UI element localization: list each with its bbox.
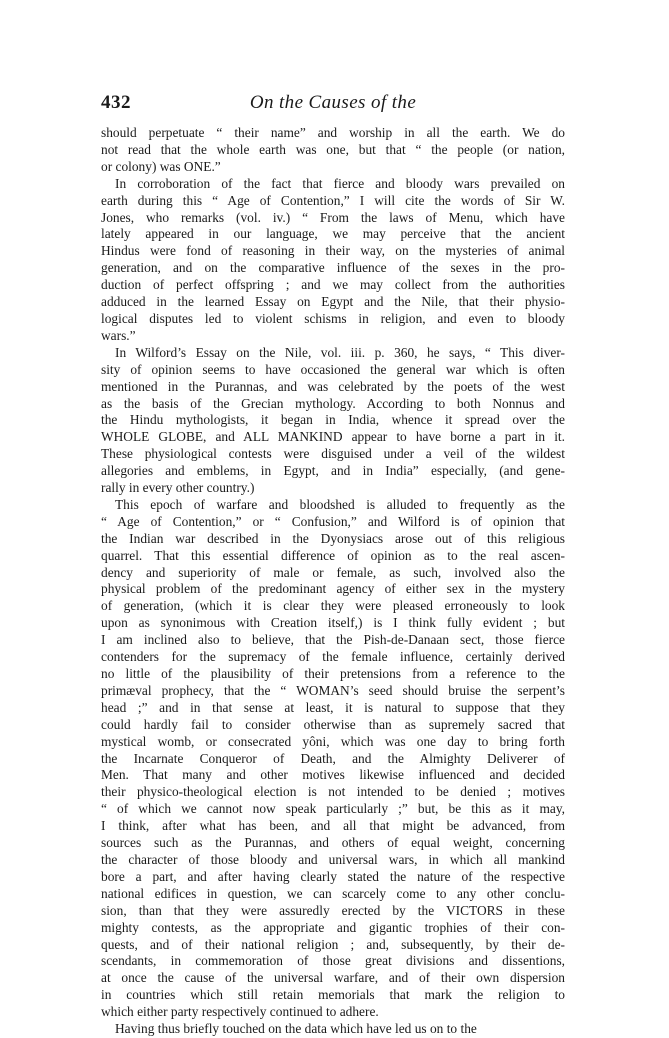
paragraph xyxy=(101,125,565,176)
text-line: primæval prophecy, that the “ WOMAN’s seed should bruise the serpent’s xyxy=(101,682,565,698)
text-line: allegories and emblems, in Egypt, and in India” especially, (and gene- xyxy=(101,463,565,479)
text-line: as the basis of the Grecian mythology. According to both Nonnus and xyxy=(101,395,565,411)
text-line: could hardly fail to consider otherwise than as supremely sacred that xyxy=(101,716,565,732)
text-line: In corroboration of the fact that fierce and bloody wars prevailed on xyxy=(115,175,565,191)
text-line: contenders for the supremacy of the female influence, certainly derived xyxy=(101,649,565,665)
text-line: the Incarnate Conqueror of Death, and the Almighty Deliverer of xyxy=(101,750,565,766)
text-line: I am inclined also to believe, that the Pish-de-Danaan sect, those fierce xyxy=(101,632,565,648)
text-line: mystical womb, or consecrated yôni, which was one day to bring forth xyxy=(101,733,565,749)
text-line: at once the cause of the universal warfare, and of their own dispersion xyxy=(101,970,565,986)
text-line: upon as synonimous with Creation itself,) is I think fully evident ; but xyxy=(101,615,565,631)
text-line: bore a part, and after having clearly stated the nature of the respective xyxy=(101,868,565,884)
text-line: generation, and on the comparative influence of the sexes in the pro- xyxy=(101,260,565,276)
running-title: On the Causes of the xyxy=(249,92,417,113)
text-line: adduced in the learned Essay on Egypt and the Nile, that their physio- xyxy=(101,294,565,310)
text-line: logical disputes led to violent schisms in religion, and even to bloody xyxy=(101,310,565,326)
page-header xyxy=(101,92,565,116)
text-line: lately appeared in our language, we may perceive that the ancient xyxy=(101,226,565,242)
text-line: sources such as the Purannas, and others of equal weight, concerning xyxy=(101,835,565,851)
text-line: Having thus briefly touched on the data which have led us on to the xyxy=(115,1021,477,1037)
paragraph xyxy=(101,497,565,1021)
text-line: national edifices in question, we can scarcely come to any other conclu- xyxy=(101,885,565,901)
text-line: WHOLE GLOBE, and ALL MANKIND appear to have borne a part in it. xyxy=(101,429,565,445)
text-line: “ Age of Contention,” or “ Confusion,” and Wilford is of opinion that xyxy=(101,513,565,529)
text-line: sion, than that they were assuredly erected by the VICTORS in these xyxy=(101,902,565,918)
text-line: quests, and of their national religion ; and, subsequently, by their de- xyxy=(101,936,565,952)
text-line: rally in every other country.) xyxy=(101,480,255,496)
text-line: which either party respectively continued to adhere. xyxy=(101,1004,379,1020)
paragraph xyxy=(101,345,565,497)
text-line: sity of opinion seems to have occasioned the general war which is often xyxy=(101,361,565,377)
text-line: In Wilford’s Essay on the Nile, vol. iii. p. 360, he says, “ This diver- xyxy=(115,344,565,360)
page-body xyxy=(101,125,565,1038)
text-line: their physico-theological election is not intended to be denied ; motives xyxy=(101,784,565,800)
text-line: or colony) was ONE.” xyxy=(101,158,221,174)
text-line: dency and superiority of male or female, as such, involved also the xyxy=(101,564,565,580)
text-line: Jones, who remarks (vol. iv.) “ From the laws of Menu, which have xyxy=(101,209,565,225)
page-number: 432 xyxy=(101,92,131,113)
text-line: the character of those bloody and universal wars, in which all mankind xyxy=(101,851,565,867)
text-line: Men. That many and other motives likewise influenced and decided xyxy=(101,767,565,783)
text-line: wars.” xyxy=(101,327,136,343)
text-line: quarrel. That this essential difference of opinion as to the real ascen- xyxy=(101,547,565,563)
text-line: head ;” and in that sense at least, it is natural to suppose that they xyxy=(101,699,565,715)
text-line: of generation, (which it is clear they were pleased erroneously to look xyxy=(101,598,565,614)
text-line: “ of which we cannot now speak particularly ;” but, be this as it may, xyxy=(101,801,565,817)
text-line: scendants, in commemoration of those great divisions and dissentions, xyxy=(101,953,565,969)
text-line: mighty contests, as the appropriate and gigantic trophies of their con- xyxy=(101,919,565,935)
text-line: the Indian war described in the Dyonysiacs arose out of this religious xyxy=(101,530,565,546)
text-line: in countries which still retain memorials that mark the religion to xyxy=(101,987,565,1003)
text-line: I think, after what has been, and all that might be advanced, from xyxy=(101,818,565,834)
paragraph xyxy=(101,176,565,345)
text-line: This epoch of warfare and bloodshed is alluded to frequently as the xyxy=(115,496,565,512)
text-line: Hindus were fond of reasoning in their way, on the mysteries of animal xyxy=(101,243,565,259)
text-line: physical problem of the predominant agency of either sex in the mystery xyxy=(101,581,565,597)
text-line: no little of the plausibility of their pretensions from a reference to the xyxy=(101,666,565,681)
paragraph xyxy=(101,1021,565,1038)
text-line: These physiological contests were disguised under a veil of the wildest xyxy=(101,446,565,462)
text-line: duction of perfect offspring ; and we may collect from the authorities xyxy=(101,277,565,293)
text-line: should perpetuate “ their name” and worship in all the earth. We do xyxy=(101,125,565,140)
text-line: not read that the whole earth was one, but that “ the people (or nation, xyxy=(101,141,565,157)
text-line: mentioned in the Purannas, and was celebrated by the poets of the west xyxy=(101,378,565,394)
text-line: earth during this “ Age of Contention,” I will cite the words of Sir W. xyxy=(101,192,565,208)
text-line: the Hindu mythologists, it began in India, whence it spread over the xyxy=(101,412,565,428)
